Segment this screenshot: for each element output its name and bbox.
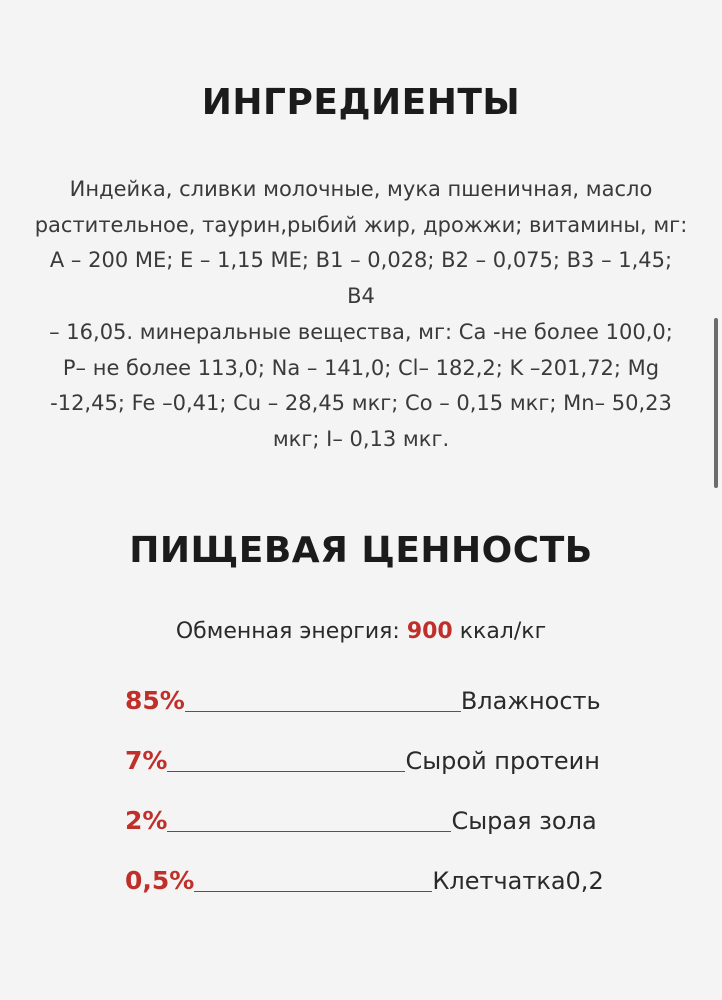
nutrient-row-moisture xyxy=(125,676,601,716)
ingredients-line: P– не более 113,0; Na – 141,0; Cl– 182,2; K –201,72; Mg xyxy=(62,355,660,380)
nutrient-name: Влажность xyxy=(460,687,601,715)
energy-line xyxy=(0,619,722,644)
nutrient-row-fiber xyxy=(125,856,604,896)
ingredients-line: Индейка, сливки молочные, мука пшеничная, масло xyxy=(69,177,653,201)
nutrient-row-ash xyxy=(125,796,597,836)
leader-line xyxy=(167,830,451,832)
leader-line xyxy=(185,710,461,712)
energy-unit: ккал/кг xyxy=(459,619,547,644)
ingredients-title: ИНГРЕДИЕНТЫ xyxy=(201,82,521,123)
ingredients-line: -12,45; Fe –0,41; Cu – 28,45 мкг; Co – 0,15 мкг; Mn– 50,23 xyxy=(50,391,672,416)
nutrient-percent: 2% xyxy=(125,806,168,835)
nutrient-row-protein xyxy=(125,736,600,776)
ingredients-list xyxy=(34,172,688,458)
nutrient-name: Сырой протеин xyxy=(405,747,600,775)
leader-line xyxy=(167,770,405,772)
nutrient-name: Сырая зола xyxy=(451,807,597,835)
nutrient-name: Клетчатка0,2 xyxy=(432,867,604,895)
nutrient-percent: 85% xyxy=(125,686,185,715)
leader-line xyxy=(194,890,432,892)
ingredients-line: – 16,05. минеральные вещества, мг: Ca -не более 100,0; xyxy=(49,319,673,344)
ingredients-line: растительное, таурин,рыбий жир, дрожжи; витамины, мг: xyxy=(34,212,688,237)
ingredients-line: A – 200 ME; E – 1,15 ME; B1 – 0,028; B2 – 0,075; B3 – 1,45; B4 xyxy=(49,248,673,309)
scrollbar[interactable] xyxy=(714,318,718,488)
nutrition-title: ПИЩЕВАЯ ЦЕННОСТЬ xyxy=(129,530,593,571)
nutrient-percent: 0,5% xyxy=(125,866,195,895)
ingredients-line: мкг; I– 0,13 мкг. xyxy=(272,426,450,451)
energy-label: Обменная энергия: xyxy=(175,619,400,644)
energy-value: 900 xyxy=(406,619,453,644)
nutrient-percent: 7% xyxy=(125,746,168,775)
